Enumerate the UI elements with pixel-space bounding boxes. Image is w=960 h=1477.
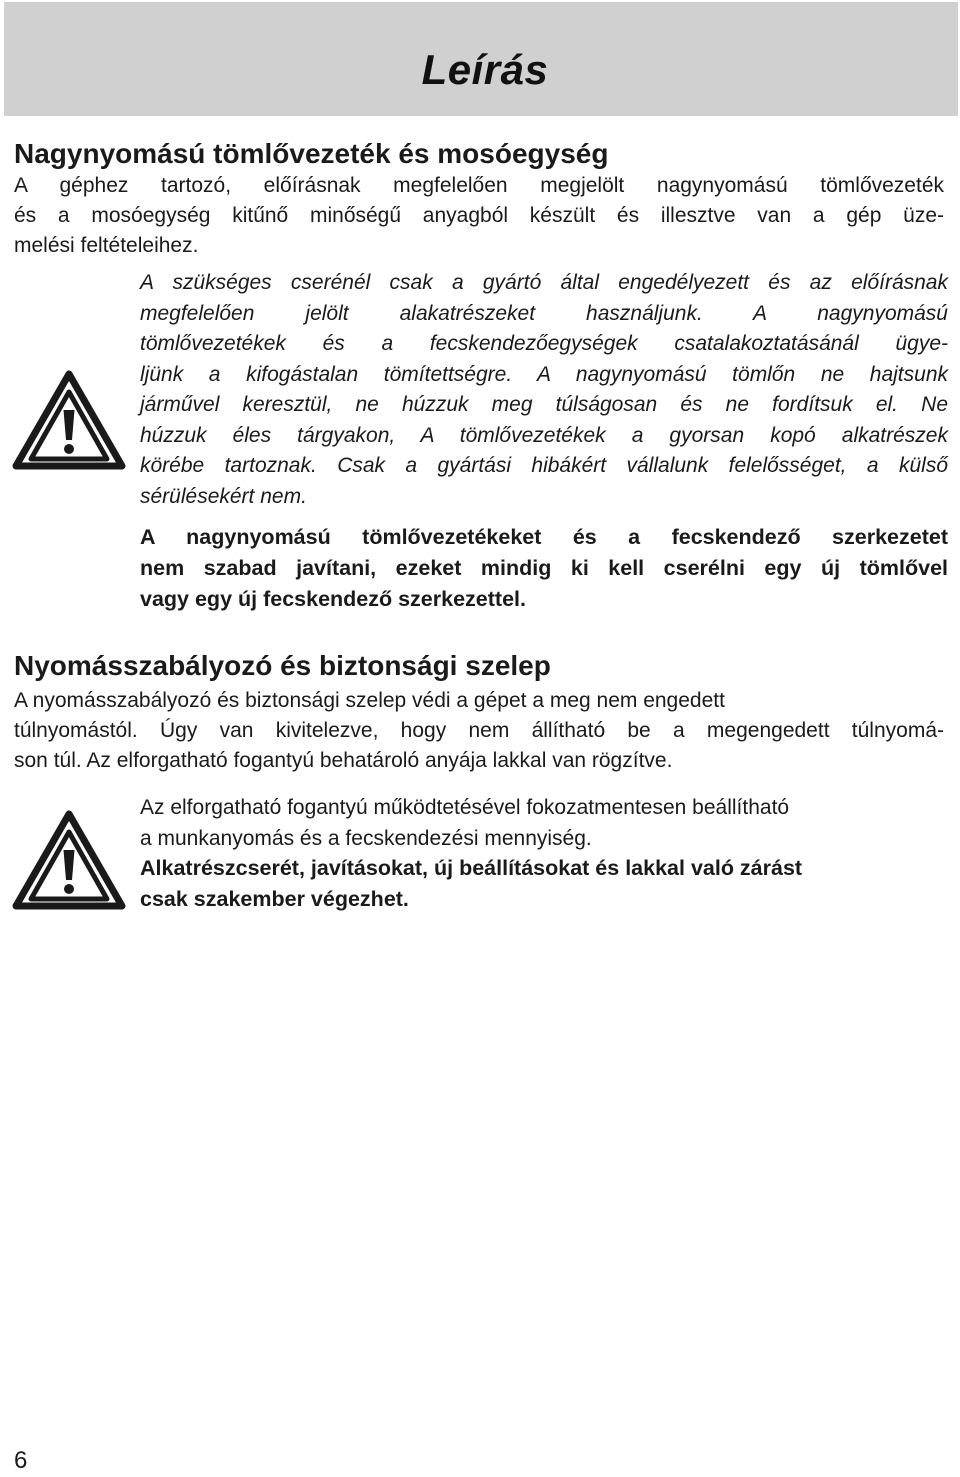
warning-triangle-icon <box>12 810 126 910</box>
page-number: 6 <box>14 1447 28 1474</box>
paragraph-line: körébe tartoznak. Csak a gyártási hibákért vállalunk felelősséget, a külső <box>140 454 948 477</box>
header-bar <box>4 2 958 116</box>
paragraph-line: A szükséges cserénél csak a gyártó által engedélyezett és az előírásnak <box>140 271 948 294</box>
valve-intro-paragraph <box>14 686 944 776</box>
hose-warning-paragraph <box>140 268 948 512</box>
valve-info-paragraph <box>140 793 948 854</box>
paragraph-line: son túl. Az elforgatható fogantyú behatároló anyája lakkal van rögzítve. <box>14 749 673 772</box>
paragraph-line: Alkatrészcserét, javításokat, új beállításokat és lakkal való zárást <box>140 856 803 880</box>
paragraph-line: csak szakember végezhet. <box>140 887 409 911</box>
paragraph-line: megfelelően jelölt alakatrészeket használjunk. A nagynyomású <box>140 301 948 325</box>
hose-intro-paragraph <box>14 171 944 261</box>
paragraph-line: járművel keresztül, ne húzzuk meg túlságosan és ne fordítsuk el. Ne <box>140 393 948 416</box>
paragraph-line: nem szabad javítani, ezeket mindig ki kell cserélni egy új tömlővel <box>140 556 948 580</box>
hose-bold-notice <box>140 522 948 615</box>
paragraph-line: A nyomásszabályozó és biztonsági szelep védi a gépet a meg nem engedett <box>14 689 725 712</box>
paragraph-line: A géphez tartozó, előírásnak megfelelően megjelölt nagynyomású tömlővezeték <box>14 174 944 197</box>
paragraph-line: a munkanyomás és a fecskendezési mennyiség. <box>140 826 592 850</box>
page-title: Leírás <box>421 46 549 93</box>
section-heading-hose: Nagynyomású tömlővezeték és mosóegység <box>14 138 609 169</box>
warning-triangle-icon <box>12 370 126 470</box>
paragraph-line: melési feltételeihez. <box>14 234 199 257</box>
paragraph-line: tömlővezetékek és a fecskendezőegységek csatalakoztatásánál ügye- <box>140 332 948 355</box>
paragraph-line: túlnyomástól. Úgy van kivitelezve, hogy nem állítható be a megengedett túlnyomá- <box>14 719 944 742</box>
paragraph-line: sérülésekért nem. <box>140 484 307 508</box>
paragraph-line: húzzuk éles tárgyakon, A tömlővezetékek a gyorsan kopó alkatrészek <box>140 423 948 447</box>
paragraph-line: Az elforgatható fogantyú működtetésével fokozatmentesen beállítható <box>140 796 790 819</box>
section-heading-valve: Nyomásszabályozó és biztonsági szelep <box>14 650 551 681</box>
paragraph-line: ljünk a kifogástalan tömítettségre. A nagynyomású tömlőn ne hajtsunk <box>140 362 948 386</box>
paragraph-line: A nagynyomású tömlővezetékeket és a fecskendező szerkezetet <box>140 525 948 549</box>
paragraph-line: vagy egy új fecskendező szerkezettel. <box>140 587 526 611</box>
paragraph-line: és a mosóegység kitűnő minőségű anyagból készült és illesztve van a gép üze- <box>14 204 944 227</box>
valve-bold-notice <box>140 853 948 915</box>
